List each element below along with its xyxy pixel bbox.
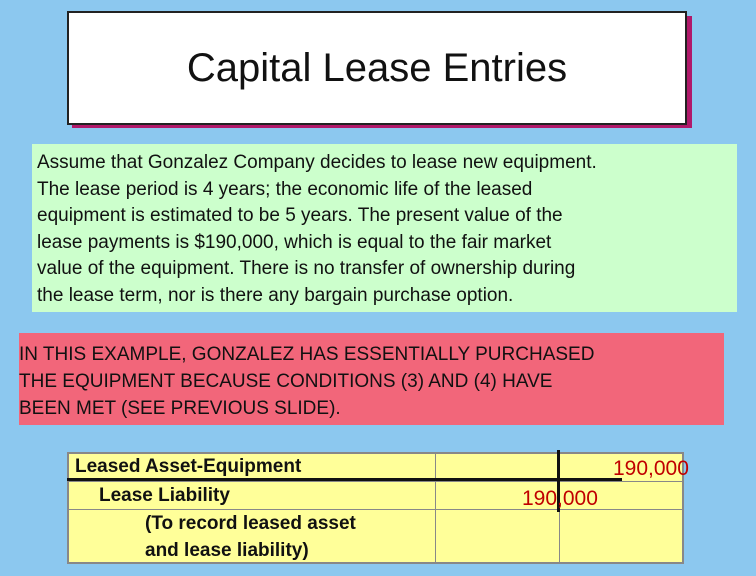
explanation-line2: and lease liability) [145, 540, 309, 561]
assumption-line: value of the equipment. There is no transfer of ownership during [37, 258, 576, 280]
debit-amount: 190,000 [613, 457, 689, 480]
assumption-line: equipment is estimated to be 5 years. The present value of the [37, 205, 563, 227]
credit-account: Lease Liability [99, 485, 230, 506]
column-divider [435, 454, 436, 562]
title-box [67, 11, 687, 125]
assumption-line: lease payments is $190,000, which is equal to the fair market [37, 231, 552, 253]
assumption-box [32, 144, 737, 312]
assumption-line: The lease period is 4 years; the economic life of the leased [37, 178, 533, 200]
explanation-line1: (To record leased asset [145, 513, 356, 534]
example-line: THE EQUIPMENT BECAUSE CONDITIONS (3) AND (4) HAVE [19, 371, 553, 392]
example-line: BEEN MET (SEE PREVIOUS SLIDE). [19, 398, 341, 419]
example-line: IN THIS EXAMPLE, GONZALEZ HAS ESSENTIALLY PURCHASED [19, 344, 595, 365]
debit-account: Leased Asset-Equipment [75, 456, 302, 477]
assumption-line: the lease term, nor is there any bargain purchase option. [37, 284, 514, 306]
slide-title: Capital Lease Entries [186, 45, 568, 90]
example-box [19, 333, 724, 425]
credit-amount: 190,000 [522, 487, 598, 510]
t-account-horizontal-line [67, 478, 622, 481]
assumption-line: Assume that Gonzalez Company decides to lease new equipment. [37, 152, 597, 173]
